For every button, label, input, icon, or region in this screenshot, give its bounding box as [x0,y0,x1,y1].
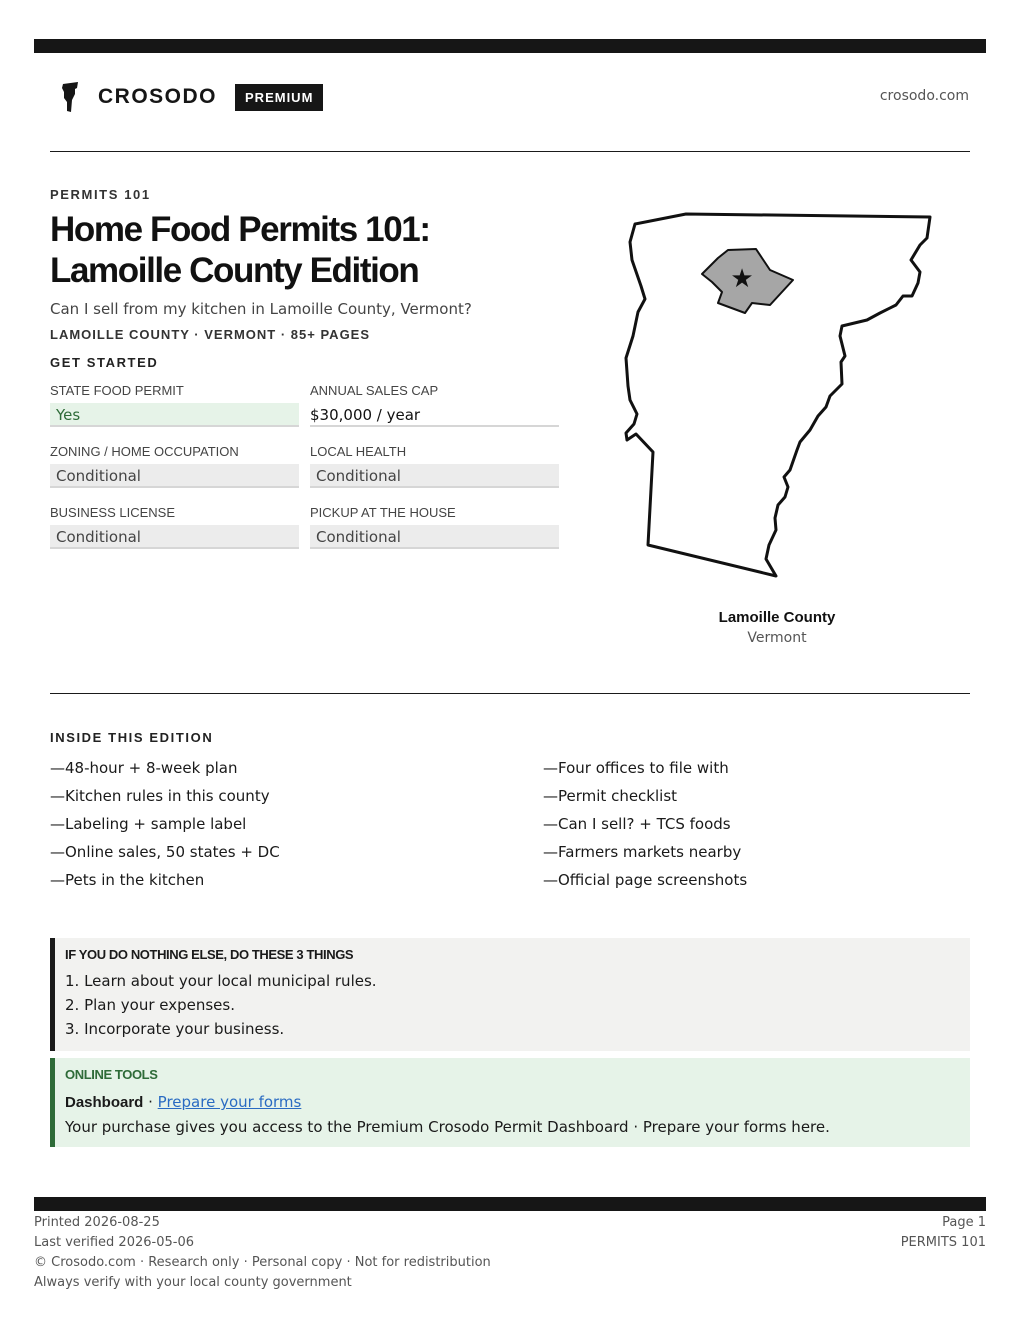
footer-printed: Printed 2026-08-25 [34,1215,160,1230]
permit-state-food [50,382,299,443]
contents-list [50,757,970,897]
tools-description: Your purchase gives you access to the Premium Crosodo Permit Dashboard · Prepare your forms here. [65,1118,830,1136]
permit-label: LOCAL HEALTH [310,444,407,459]
todo-step: 3. Incorporate your business. [65,1020,285,1038]
premium-badge: PREMIUM [235,84,323,111]
permit-grid [50,382,559,565]
footer-left [34,1213,491,1293]
permit-value: Conditional [50,525,299,549]
vermont-state-outline [626,214,930,576]
vermont-map [620,208,940,583]
page-meta: LAMOILLE COUNTY · VERMONT · 85+ PAGES [50,327,371,342]
todo-steps [65,969,960,1041]
footer-disclaimer: Always verify with your local county government [34,1275,352,1290]
list-item: —Permit checklist [543,787,678,805]
footer-verified: Last verified 2026-05-06 [34,1235,194,1250]
list-item: —Official page screenshots [543,871,748,889]
get-started-label: GET STARTED [50,355,159,370]
permit-pickup [310,504,559,565]
list-item: —Four offices to file with [543,759,729,777]
footer-right [901,1213,986,1253]
page-title [50,209,570,291]
map-county-name: Lamoille County [718,609,836,626]
bottom-bar [34,1197,986,1211]
dashboard-label: Dashboard [65,1094,144,1111]
list-item: —Can I sell? + TCS foods [543,815,731,833]
list-item: —Labeling + sample label [50,815,247,833]
page-subtitle: Can I sell from my kitchen in Lamoille County, Vermont? [50,300,472,318]
footer-copyright: © Crosodo.com · Research only · Personal copy · Not for redistribution [34,1255,491,1270]
permit-value: Conditional [310,525,559,549]
list-item: —Online sales, 50 states + DC [50,843,280,861]
footer-page: Page 1 [942,1215,986,1230]
tools-callout [50,1058,970,1147]
contents-label: INSIDE THIS EDITION [50,730,214,745]
list-item: —Pets in the kitchen [50,871,205,889]
permit-sales-cap [310,382,559,443]
permit-value: Conditional [310,464,559,488]
tools-dashboard-line [65,1090,960,1114]
permit-label: ANNUAL SALES CAP [310,383,439,398]
permit-label: ZONING / HOME OCCUPATION [50,444,239,459]
site-link[interactable]: crosodo.com [879,88,969,104]
tools-heading: ONLINE TOOLS [65,1067,158,1082]
prepare-forms-link[interactable]: Prepare your forms [157,1093,302,1111]
permit-label: STATE FOOD PERMIT [50,383,184,398]
permit-local-health [310,443,559,504]
list-item: —48-hour + 8-week plan [50,759,238,777]
top-bar [34,39,986,53]
page-title-line-1: Home Food Permits 101: [50,210,430,249]
brand[interactable] [60,80,323,114]
permit-value: Yes [50,403,299,427]
todo-callout [50,938,970,1051]
todo-step: 1. Learn about your local municipal rules. [65,972,377,990]
permit-zoning [50,443,299,504]
page-kicker: PERMITS 101 [50,187,151,202]
star-icon: ★ [730,264,754,294]
permit-value: Conditional [50,464,299,488]
permit-label: PICKUP AT THE HOUSE [310,505,456,520]
todo-heading: IF YOU DO NOTHING ELSE, DO THESE 3 THINGS [65,947,354,962]
footer-section: PERMITS 101 [900,1235,986,1250]
list-item: —Kitchen rules in this county [50,787,270,805]
map-state-name: Vermont [747,630,807,646]
todo-step: 2. Plan your expenses. [65,996,235,1014]
brand-name: CROSODO [98,85,218,108]
page-title-line-2: Lamoille County Edition [50,251,419,290]
header-divider [50,151,970,152]
permit-value: $30,000 / year [310,403,559,427]
section-divider [50,693,970,694]
list-item: —Farmers markets nearby [543,843,742,861]
permit-label: BUSINESS LICENSE [50,505,175,520]
separator: · [143,1093,158,1111]
permit-business-license [50,504,299,565]
vermont-logo-icon [60,80,82,114]
